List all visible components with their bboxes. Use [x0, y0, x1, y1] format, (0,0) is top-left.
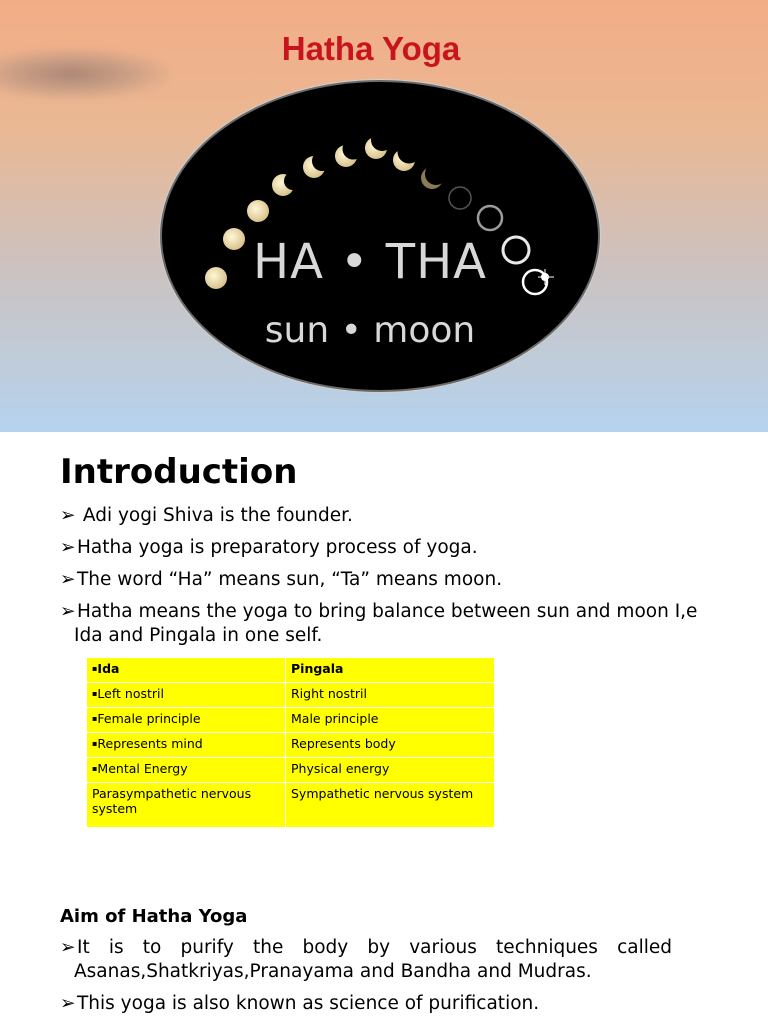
- arrow-bullet-icon: ➢: [60, 537, 76, 558]
- moon-phase-icon: [421, 163, 447, 189]
- list-item: ➢ Adi yogi Shiva is the founder.: [60, 505, 353, 526]
- table-cell: Parasympathetic nervous system: [87, 783, 286, 828]
- logo-sun-moon-text: sun • moon: [264, 310, 476, 351]
- table-header-cell: ▪Ida: [87, 658, 286, 683]
- table-cell: Right nostril: [286, 683, 495, 708]
- table-cell: ▪Left nostril: [87, 683, 286, 708]
- table-cell: Male principle: [286, 708, 495, 733]
- eclipse-ring-icon: [478, 206, 502, 230]
- arrow-bullet-icon: ➢: [60, 569, 76, 590]
- aim-bullet-list: [60, 936, 672, 1024]
- table-cell: ▪Represents mind: [87, 733, 286, 758]
- introduction-slide: [0, 432, 768, 1024]
- moon-phase-icon: [303, 151, 332, 178]
- moon-phase-icon: [247, 200, 269, 222]
- hatha-logo-image: [162, 82, 598, 390]
- logo-ha-tha-text: HA • THA: [252, 234, 487, 290]
- list-item: ➢The word “Ha” means sun, “Ta” means moon.: [60, 569, 503, 590]
- arrow-bullet-icon: ➢: [60, 993, 76, 1014]
- list-item: ➢This yoga is also known as science of purification.: [60, 993, 540, 1014]
- table-row: [87, 683, 495, 708]
- moon-phase-icon: [365, 129, 393, 159]
- eclipse-ring-icon: [449, 187, 471, 209]
- moon-phase-icon: [393, 141, 421, 172]
- table-cell: Sympathetic nervous system: [286, 783, 495, 828]
- moon-phase-icon: [335, 139, 364, 168]
- list-item: ➢Hatha means the yoga to bring balance between sun and moon I,e Ida and Pingala in one self.: [60, 601, 698, 646]
- table-row: [87, 758, 495, 783]
- slide-title: Hatha Yoga: [281, 30, 461, 67]
- list-item: ➢It is to purify the body by various techniques called Asanas,Shatkriyas,Pranayama and Bandha and Mudras.: [60, 937, 672, 982]
- ida-pingala-table: [86, 657, 495, 828]
- introduction-bullet-list: [60, 504, 700, 656]
- table-cell: Represents body: [286, 733, 495, 758]
- table-row: [87, 783, 495, 828]
- arrow-bullet-icon: ➢: [60, 505, 76, 526]
- table-row: [87, 733, 495, 758]
- arrow-bullet-icon: ➢: [60, 937, 76, 958]
- table-header-cell: Pingala: [286, 658, 495, 683]
- introduction-heading: Introduction: [60, 452, 298, 492]
- title-slide: [0, 0, 768, 432]
- list-item: ➢Hatha yoga is preparatory process of yoga.: [60, 537, 478, 558]
- arrow-bullet-icon: ➢: [60, 601, 76, 622]
- table-row: [87, 708, 495, 733]
- moon-phase-icon: [272, 172, 302, 196]
- table-cell: ▪Mental Energy: [87, 758, 286, 783]
- table-cell: Physical energy: [286, 758, 495, 783]
- aim-heading: Aim of Hatha Yoga: [60, 906, 248, 927]
- table-header-row: [87, 658, 495, 683]
- table-cell: ▪Female principle: [87, 708, 286, 733]
